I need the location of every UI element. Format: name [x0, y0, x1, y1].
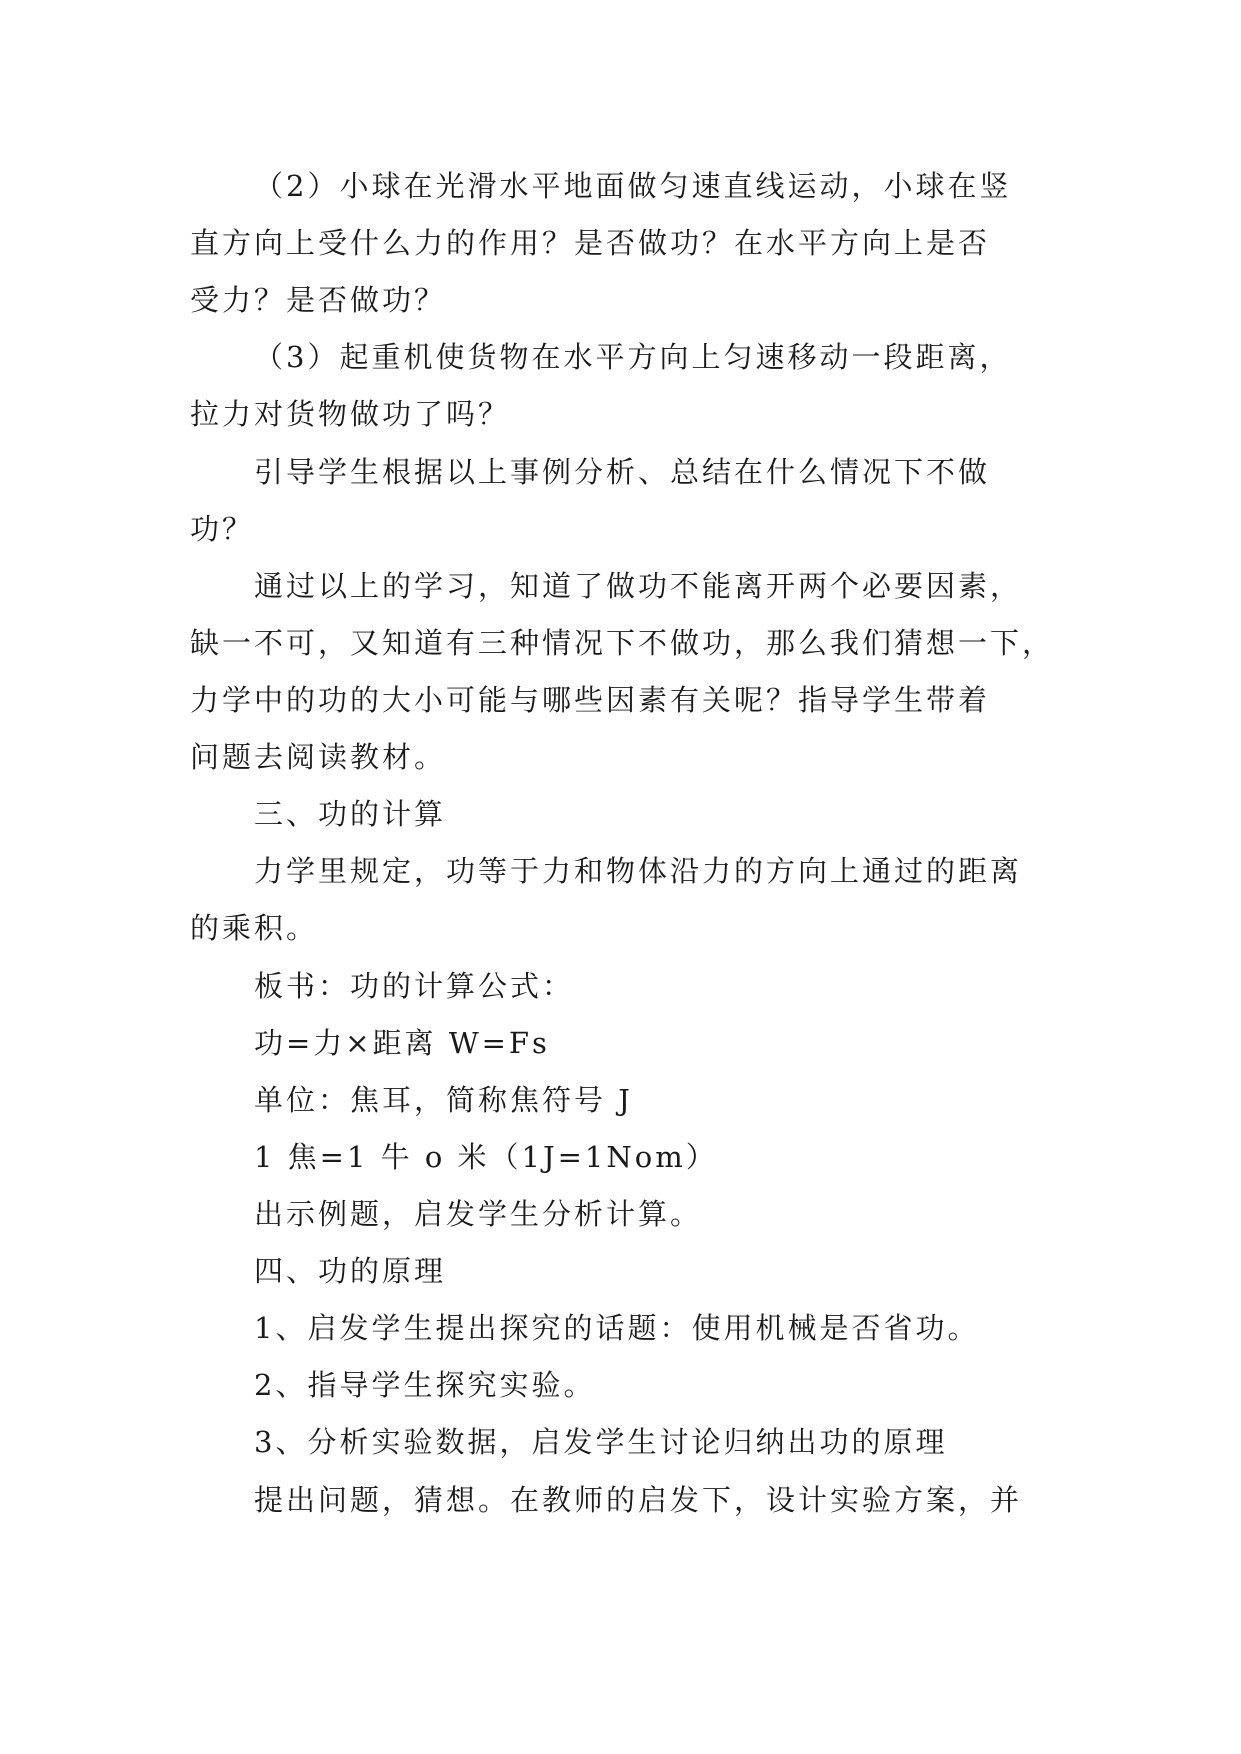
text-line: 缺一不可，又知道有三种情况下不做功，那么我们猜想一下，: [190, 626, 1055, 660]
text-line: 提出问题，猜想。在教师的启发下，设计实验方案，并: [254, 1483, 1023, 1517]
text-line: 单位：焦耳，简称焦符号 J: [254, 1083, 633, 1117]
list-item: 3、分析实验数据，启发学生讨论归纳出功的原理: [254, 1425, 948, 1459]
section-heading: 四、功的原理: [254, 1254, 447, 1288]
text-line: 通过以上的学习，知道了做功不能离开两个必要因素，: [254, 569, 1023, 603]
text-line: 力学中的功的大小可能与哪些因素有关呢？指导学生带着: [190, 683, 991, 717]
text-line: （3）起重机使货物在水平方向上匀速移动一段距离，: [254, 340, 1012, 374]
text-line: 的乘积。: [190, 911, 319, 945]
text-line: 直方向上受什么力的作用？是否做功？在水平方向上是否: [190, 226, 991, 260]
text-line: 1 焦=1 牛 o 米（1J=1Nom）: [254, 1140, 718, 1174]
text-line: 功？: [190, 512, 255, 546]
text-line: （2）小球在光滑水平地面做匀速直线运动，小球在竖: [254, 169, 1012, 203]
formula-line: 功=力×距离 W=Fs: [254, 1026, 550, 1060]
text-line: 引导学生根据以上事例分析、总结在什么情况下不做: [254, 455, 991, 489]
text-line: 问题去阅读教材。: [190, 740, 447, 774]
text-line: 板书：功的计算公式：: [254, 969, 575, 1003]
text-line: 出示例题，启发学生分析计算。: [254, 1197, 703, 1231]
list-item: 1、启发学生提出探究的话题：使用机械是否省功。: [254, 1311, 980, 1345]
text-line: 受力？是否做功？: [190, 283, 447, 317]
text-line: 力学里规定，功等于力和物体沿力的方向上通过的距离: [254, 854, 1023, 888]
text-line: 拉力对货物做功了吗？: [190, 397, 511, 431]
list-item: 2、指导学生探究实验。: [254, 1368, 596, 1402]
section-heading: 三、功的计算: [254, 797, 447, 831]
